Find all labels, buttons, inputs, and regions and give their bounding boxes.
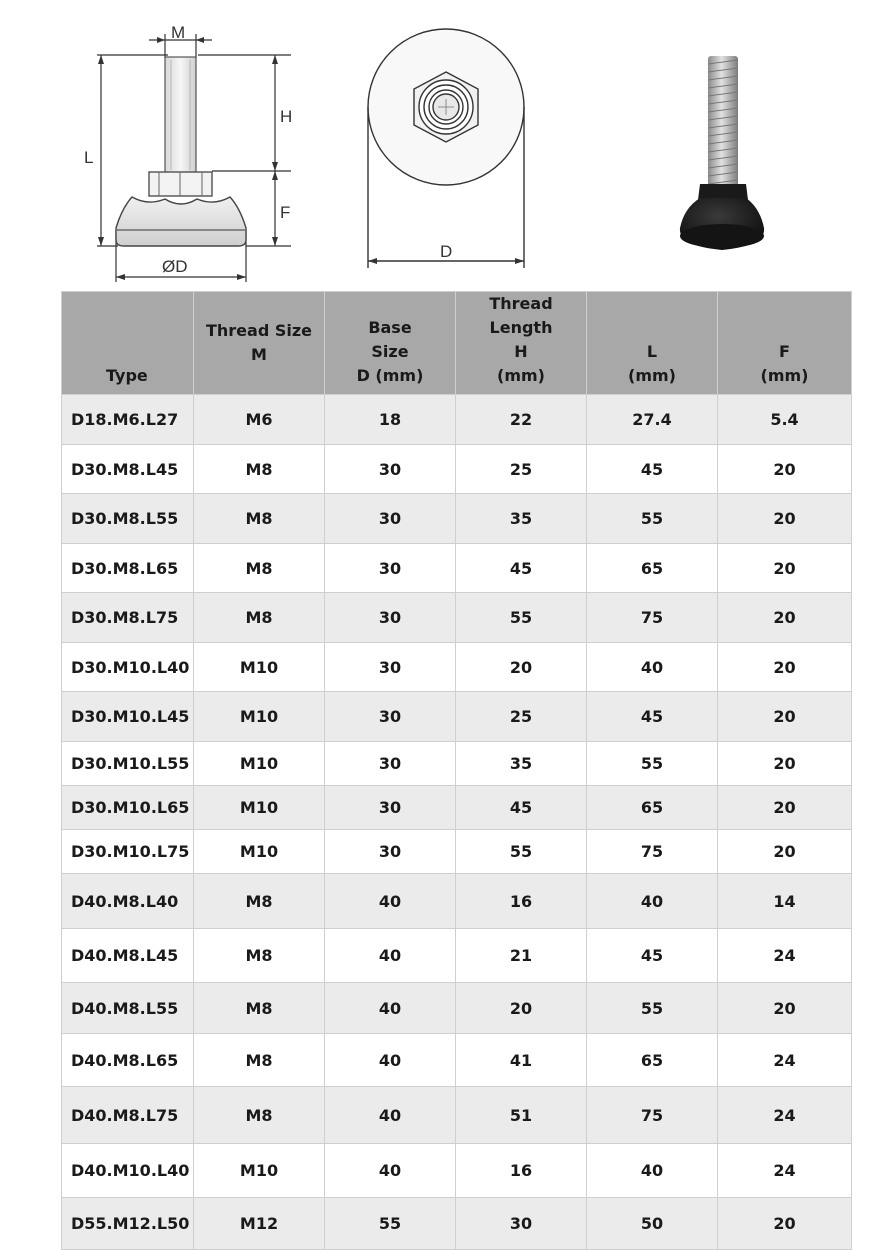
cell-l: 50 xyxy=(587,1198,718,1250)
table-row xyxy=(62,643,852,692)
cell-thread-length: 22 xyxy=(456,395,587,445)
cell-thread-length: 16 xyxy=(456,1144,587,1198)
cell-type: D40.M8.L55 xyxy=(62,983,194,1034)
header-thread-length: Thread Length H (mm) xyxy=(456,292,587,395)
cell-f: 24 xyxy=(718,1034,852,1087)
cell-thread-size: M8 xyxy=(194,874,325,929)
cell-l: 55 xyxy=(587,983,718,1034)
table-header-row xyxy=(62,292,852,395)
cell-base-size: 40 xyxy=(325,1087,456,1144)
label-m: M xyxy=(171,23,186,42)
cell-l: 65 xyxy=(587,544,718,593)
cell-type: D30.M10.L65 xyxy=(62,786,194,830)
cell-base-size: 40 xyxy=(325,1034,456,1087)
cell-base-size: 30 xyxy=(325,643,456,692)
cell-f: 20 xyxy=(718,830,852,874)
cell-f: 24 xyxy=(718,929,852,983)
spec-table xyxy=(61,291,852,1250)
cell-thread-length: 45 xyxy=(456,786,587,830)
cell-type: D30.M10.L75 xyxy=(62,830,194,874)
cell-l: 65 xyxy=(587,1034,718,1087)
label-l: L xyxy=(84,148,94,167)
cell-thread-length: 20 xyxy=(456,983,587,1034)
cell-type: D40.M8.L40 xyxy=(62,874,194,929)
cell-type: D40.M10.L40 xyxy=(62,1144,194,1198)
cell-f: 20 xyxy=(718,494,852,544)
table-row xyxy=(62,445,852,494)
table-row xyxy=(62,1198,852,1250)
cell-thread-size: M8 xyxy=(194,1087,325,1144)
table-row xyxy=(62,544,852,593)
cell-f: 24 xyxy=(718,1144,852,1198)
cell-thread-length: 21 xyxy=(456,929,587,983)
table-row xyxy=(62,786,852,830)
cell-base-size: 40 xyxy=(325,983,456,1034)
cell-thread-size: M10 xyxy=(194,692,325,742)
header-thread-size: Thread Size M xyxy=(194,292,325,395)
cell-thread-length: 30 xyxy=(456,1198,587,1250)
cell-type: D30.M8.L45 xyxy=(62,445,194,494)
cell-type: D30.M10.L45 xyxy=(62,692,194,742)
header-f: F (mm) xyxy=(718,292,852,395)
cell-f: 20 xyxy=(718,593,852,643)
cell-type: D30.M10.L55 xyxy=(62,742,194,786)
cell-l: 55 xyxy=(587,742,718,786)
table-row xyxy=(62,692,852,742)
cell-thread-size: M12 xyxy=(194,1198,325,1250)
label-top-d: D xyxy=(440,242,453,261)
cell-f: 14 xyxy=(718,874,852,929)
cell-l: 75 xyxy=(587,1087,718,1144)
cell-f: 20 xyxy=(718,742,852,786)
cell-base-size: 40 xyxy=(325,1144,456,1198)
cell-f: 20 xyxy=(718,643,852,692)
cell-base-size: 30 xyxy=(325,742,456,786)
cell-base-size: 40 xyxy=(325,874,456,929)
cell-type: D40.M8.L65 xyxy=(62,1034,194,1087)
cell-base-size: 30 xyxy=(325,692,456,742)
cell-thread-size: M8 xyxy=(194,929,325,983)
cell-base-size: 30 xyxy=(325,593,456,643)
cell-l: 75 xyxy=(587,830,718,874)
drawing-area xyxy=(0,0,884,290)
cell-f: 20 xyxy=(718,692,852,742)
cell-l: 40 xyxy=(587,1144,718,1198)
top-view-drawing xyxy=(0,0,884,290)
table-row xyxy=(62,1144,852,1198)
cell-thread-size: M8 xyxy=(194,494,325,544)
table-row xyxy=(62,874,852,929)
cell-thread-size: M10 xyxy=(194,742,325,786)
cell-thread-size: M10 xyxy=(194,786,325,830)
cell-f: 24 xyxy=(718,1087,852,1144)
cell-thread-size: M8 xyxy=(194,593,325,643)
label-diameter-d: ØD xyxy=(162,257,188,276)
table-row xyxy=(62,593,852,643)
cell-type: D55.M12.L50 xyxy=(62,1198,194,1250)
cell-thread-length: 45 xyxy=(456,544,587,593)
cell-thread-length: 55 xyxy=(456,830,587,874)
cell-base-size: 55 xyxy=(325,1198,456,1250)
cell-thread-size: M10 xyxy=(194,830,325,874)
cell-thread-size: M6 xyxy=(194,395,325,445)
cell-l: 45 xyxy=(587,692,718,742)
cell-thread-size: M8 xyxy=(194,445,325,494)
cell-f: 20 xyxy=(718,445,852,494)
cell-base-size: 30 xyxy=(325,494,456,544)
cell-f: 20 xyxy=(718,983,852,1034)
cell-type: D18.M6.L27 xyxy=(62,395,194,445)
table-row xyxy=(62,830,852,874)
cell-l: 40 xyxy=(587,643,718,692)
cell-thread-length: 41 xyxy=(456,1034,587,1087)
cell-l: 40 xyxy=(587,874,718,929)
cell-thread-size: M10 xyxy=(194,643,325,692)
cell-thread-size: M10 xyxy=(194,1144,325,1198)
header-l: L (mm) xyxy=(587,292,718,395)
leveling-foot-photo xyxy=(680,56,764,250)
cell-type: D30.M10.L40 xyxy=(62,643,194,692)
cell-thread-size: M8 xyxy=(194,544,325,593)
cell-base-size: 30 xyxy=(325,786,456,830)
cell-l: 45 xyxy=(587,445,718,494)
cell-type: D30.M8.L55 xyxy=(62,494,194,544)
cell-thread-length: 25 xyxy=(456,692,587,742)
table-row xyxy=(62,1087,852,1144)
table-row xyxy=(62,742,852,786)
cell-type: D30.M8.L65 xyxy=(62,544,194,593)
cell-l: 27.4 xyxy=(587,395,718,445)
cell-base-size: 30 xyxy=(325,544,456,593)
cell-base-size: 30 xyxy=(325,445,456,494)
table-row xyxy=(62,395,852,445)
cell-thread-length: 55 xyxy=(456,593,587,643)
cell-thread-length: 51 xyxy=(456,1087,587,1144)
cell-thread-length: 25 xyxy=(456,445,587,494)
cell-thread-length: 20 xyxy=(456,643,587,692)
cell-l: 55 xyxy=(587,494,718,544)
cell-f: 20 xyxy=(718,786,852,830)
cell-f: 20 xyxy=(718,1198,852,1250)
cell-l: 75 xyxy=(587,593,718,643)
cell-thread-size: M8 xyxy=(194,983,325,1034)
label-f: F xyxy=(280,203,291,222)
cell-base-size: 30 xyxy=(325,830,456,874)
cell-base-size: 40 xyxy=(325,929,456,983)
cell-type: D40.M8.L75 xyxy=(62,1087,194,1144)
table-row xyxy=(62,1034,852,1087)
label-h: H xyxy=(280,107,293,126)
cell-thread-length: 35 xyxy=(456,494,587,544)
cell-f: 5.4 xyxy=(718,395,852,445)
cell-thread-size: M8 xyxy=(194,1034,325,1087)
table-row xyxy=(62,929,852,983)
cell-base-size: 18 xyxy=(325,395,456,445)
header-base-size: Base Size D (mm) xyxy=(325,292,456,395)
cell-l: 45 xyxy=(587,929,718,983)
cell-thread-length: 35 xyxy=(456,742,587,786)
cell-thread-length: 16 xyxy=(456,874,587,929)
header-type: Type xyxy=(62,292,194,395)
cell-type: D30.M8.L75 xyxy=(62,593,194,643)
table-row xyxy=(62,494,852,544)
cell-f: 20 xyxy=(718,544,852,593)
cell-type: D40.M8.L45 xyxy=(62,929,194,983)
cell-l: 65 xyxy=(587,786,718,830)
table-row xyxy=(62,983,852,1034)
